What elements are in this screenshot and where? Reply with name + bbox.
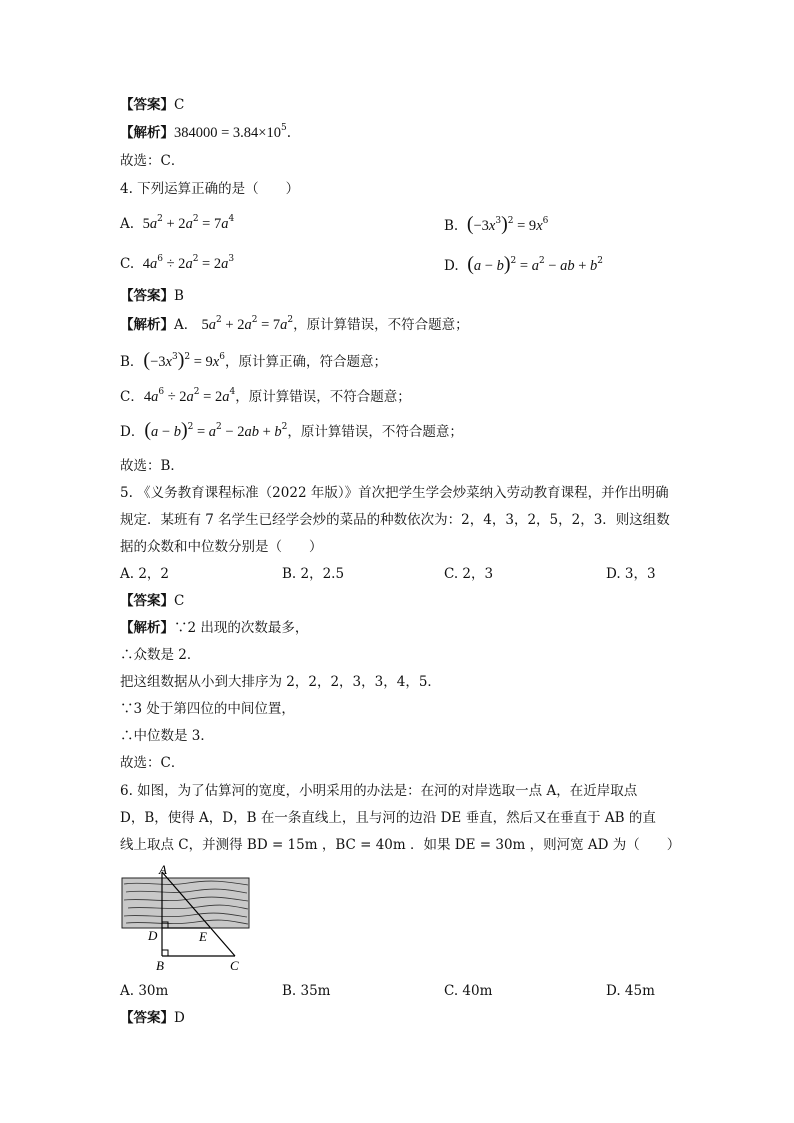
- q6-stem-line1: 6. 如图，为了估算河的宽度，小明采用的办法是：在河的对岸选取一点 A，在近岸取点: [120, 783, 638, 799]
- label-e: E: [199, 929, 207, 944]
- answer-value: B: [174, 288, 184, 304]
- q5-analysis-line: [120, 618, 308, 638]
- q3-conclusion: 故选：C．: [120, 153, 185, 169]
- option-label: D.: [444, 258, 459, 274]
- q4-stem: 4. 下列运算正确的是（ ）: [120, 181, 300, 197]
- analysis-prefix: D．: [120, 424, 145, 440]
- answer-value: C: [174, 97, 185, 113]
- answer-label: 【答案】: [120, 97, 174, 113]
- q5-option-b: B. 2，2.5: [282, 566, 345, 582]
- q5-analysis-line: 把这组数据从小到大排序为 2，2，2，3，3，4，5．: [120, 674, 441, 690]
- q4-analysis-d: D．$(a - b)^2 = a^2 - 2ab + b^2$，原计算错误，不符合题意；: [120, 419, 463, 441]
- q6-answer-line: [120, 1008, 185, 1028]
- q4-option-d: D. $(a - b)^2 = a^2$ − ab + $b^2$: [444, 253, 604, 275]
- q5-option-a: A. 2，2: [120, 566, 170, 582]
- q6-stem-line3: 线上取点 C，并测得 BD = 15m ，BC = 40m ．如果 DE = 30m ，则河宽 AD 为（ ）: [120, 837, 681, 853]
- q4-analysis-a: 【解析】A． $5a^2 + 2a^2 = 7a^2$，原计算错误，不符合题意；: [120, 315, 469, 333]
- q5-analysis-line: ∴中位数是 3．: [120, 728, 214, 744]
- q5-stem-line3: 据的众数和中位数分别是（ ）: [120, 539, 323, 555]
- analysis-label: 【解析】: [120, 317, 174, 333]
- q5-stem-line2: 规定．某班有 7 名学生已经学会炒的菜品的种数依次为：2，4，3，2，5，2，3．则这组数: [120, 512, 670, 528]
- analysis-text: ，原计算错误，不符合题意；: [235, 389, 411, 405]
- right-angle-b: [162, 950, 168, 956]
- label-d: D: [148, 928, 158, 943]
- river-band: [122, 878, 249, 928]
- q4-option-b: B. $(-3x^3)^2 = 9x^6$: [444, 213, 549, 235]
- label-b: B: [156, 958, 164, 973]
- q5-answer-line: [120, 591, 184, 611]
- q6-option-c: C. 40m: [444, 983, 493, 999]
- q4-analysis-c: C．$4a^6 \div 2a^2 = 2a^4$，原计算错误，不符合题意；: [120, 387, 411, 405]
- answer-label: 【答案】: [120, 593, 174, 609]
- q6-stem-line2: D，B，使得 A，D，B 在一条直线上，且与河的边沿 DE 垂直，然后又在垂直于 AB 的直: [120, 810, 656, 826]
- q3-answer-line: [120, 95, 184, 115]
- answer-value: D: [174, 1010, 185, 1026]
- analysis-expression: 384000 = 3.84×10: [174, 125, 281, 141]
- analysis-text: ，原计算错误，不符合题意；: [293, 317, 469, 333]
- option-label: B.: [444, 218, 459, 234]
- analysis-text: ，原计算错误，不符合题意；: [287, 424, 463, 440]
- analysis-prefix: C．: [120, 389, 144, 405]
- q5-stem-line1: 5. 《义务教育课程标准（2022 年版）》首次把学生学会炒菜纳入劳动教育课程，并作出明确: [120, 485, 669, 501]
- analysis-label: 【解析】: [120, 620, 174, 636]
- q5-analysis-line: ∴众数是 2．: [120, 647, 201, 663]
- analysis-prefix: A．: [174, 317, 198, 333]
- option-label: C.: [120, 256, 135, 272]
- analysis-end: .: [286, 125, 292, 141]
- answer-value: C: [174, 593, 185, 609]
- option-label: A.: [120, 216, 135, 232]
- q5-conclusion: 故选：C．: [120, 755, 185, 771]
- answer-label: 【答案】: [120, 1010, 174, 1026]
- q4-analysis-b: B．$(-3x^3)^2 = 9x^6$，原计算正确，符合题意；: [120, 349, 387, 371]
- q6-option-b: B. 35m: [282, 983, 331, 999]
- analysis-exponent: 5: [280, 123, 287, 133]
- q6-option-a: A. 30m: [120, 983, 169, 999]
- q4-conclusion: 故选：B．: [120, 458, 184, 474]
- analysis-prefix: B．: [120, 354, 144, 370]
- analysis-text: ，原计算正确，符合题意；: [224, 354, 387, 370]
- q4-option-c: C. $4a^6 \div 2a^2 = 2a^3$: [120, 254, 235, 272]
- q5-analysis-line: ∵3 处于第四位的中间位置，: [120, 701, 295, 717]
- q5-option-c: C. 2，3: [444, 566, 494, 582]
- analysis-label: 【解析】: [120, 125, 174, 141]
- q4-answer-line: [120, 286, 184, 306]
- q6-option-d: D. 45m: [606, 983, 655, 999]
- analysis-text: ∵2 出现的次数最多，: [174, 620, 309, 636]
- q3-analysis-line: [120, 123, 291, 143]
- label-a: A: [159, 862, 167, 877]
- river-figure: [118, 862, 254, 974]
- q5-option-d: D. 3，3: [606, 566, 656, 582]
- label-c: C: [230, 958, 239, 973]
- answer-label: 【答案】: [120, 288, 174, 304]
- q4-option-a: A. $5a^2 + 2a^2 = 7a^4$: [120, 214, 235, 232]
